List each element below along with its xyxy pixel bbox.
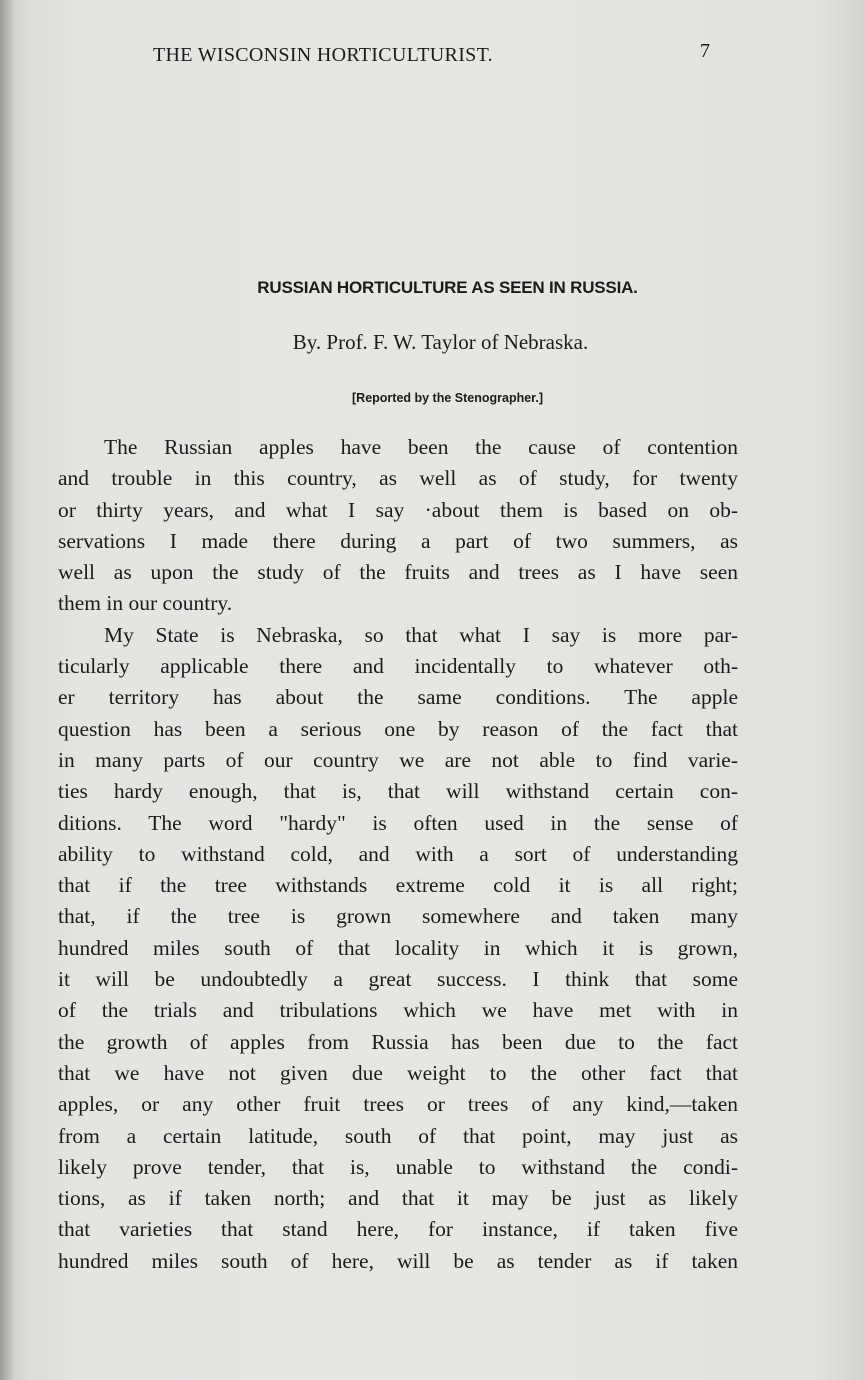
article-byline: By. Prof. F. W. Taylor of Nebraska. xyxy=(292,330,589,354)
text-line: ability to withstand cold, and with a sort of understanding xyxy=(58,841,738,866)
text-line: them in our country. xyxy=(58,591,233,616)
article-title: RUSSIAN HORTICULTURE AS SEEN IN RUSSIA. xyxy=(257,278,638,297)
report-note: [Reported by the Stenographer.] xyxy=(352,391,543,405)
text-line: ties hardy enough, that is, that will withstand certain con- xyxy=(58,779,738,804)
text-line: My State is Nebraska, so that what I say is more par- xyxy=(104,622,738,647)
text-line: tions, as if taken north; and that it may be just as likely xyxy=(58,1186,738,1211)
text-line: ditions. The word "hardy" is often used in the sense of xyxy=(58,810,738,835)
text-line: apples, or any other fruit trees or trees of any kind,—taken xyxy=(58,1092,738,1117)
text-line: servations I made there during a part of two summers, as xyxy=(58,528,738,553)
paragraph xyxy=(58,620,738,1277)
journal-title: THE WISCONSIN HORTICULTURIST. xyxy=(153,44,493,66)
text-line: ticularly applicable there and incidentally to whatever oth- xyxy=(58,654,738,679)
text-line: it will be undoubtedly a great success. I think that some xyxy=(58,967,738,992)
article-body xyxy=(58,432,738,1277)
text-line: that we have not given due weight to the other fact that xyxy=(58,1060,738,1085)
text-line: hundred miles south of that locality in which it is grown, xyxy=(58,935,738,960)
text-line: that, if the tree is grown somewhere and taken many xyxy=(58,904,738,929)
text-line: The Russian apples have been the cause of contention xyxy=(104,435,738,459)
binding-shadow xyxy=(0,0,14,1380)
text-line: and trouble in this country, as well as of study, for twenty xyxy=(58,466,738,491)
text-line: hundred miles south of here, will be as tender as if taken xyxy=(58,1248,738,1273)
text-line: well as upon the study of the fruits and trees as I have seen xyxy=(58,560,738,585)
paragraph xyxy=(58,432,738,620)
text-line: or thirty years, and what I say ·about them is based on ob- xyxy=(58,497,738,522)
text-line: from a certain latitude, south of that point, may just as xyxy=(58,1123,738,1148)
page-number: 7 xyxy=(700,40,710,62)
text-line: er territory has about the same conditions. The apple xyxy=(58,685,738,710)
text-line: that if the tree withstands extreme cold it is all right; xyxy=(58,873,738,898)
text-line: the growth of apples from Russia has been due to the fact xyxy=(58,1029,738,1054)
running-head xyxy=(0,40,865,74)
text-line: likely prove tender, that is, unable to withstand the condi- xyxy=(58,1154,738,1179)
text-line: that varieties that stand here, for instance, if taken five xyxy=(58,1217,738,1242)
text-line: of the trials and tribulations which we have met with in xyxy=(58,998,738,1023)
text-line: question has been a serious one by reason of the fact that xyxy=(58,716,738,741)
text-line: in many parts of our country we are not able to find varie- xyxy=(58,747,738,772)
